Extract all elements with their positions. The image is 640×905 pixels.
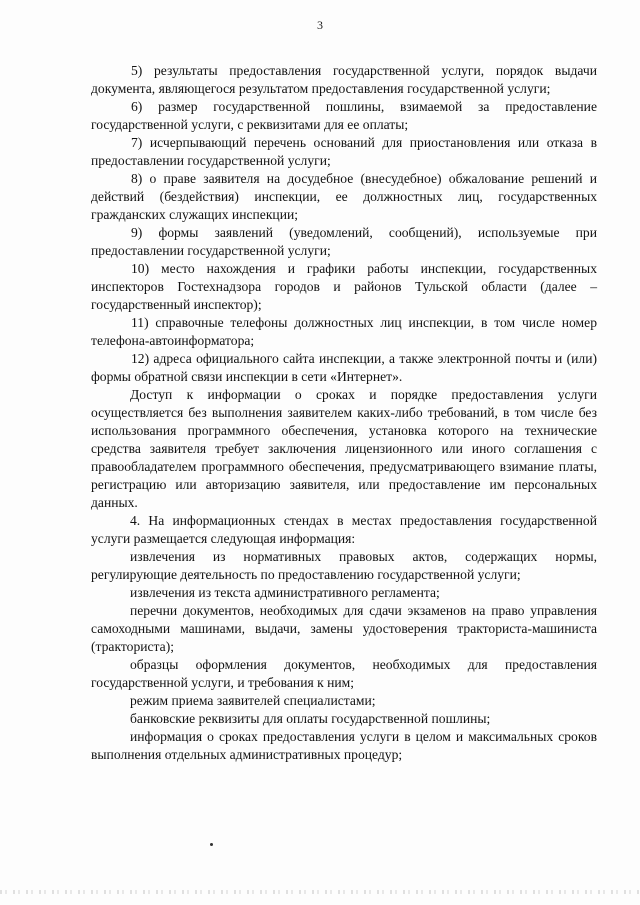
scan-speck bbox=[210, 843, 213, 846]
list-item-9: 9) формы заявлений (уведомлений, сообщений), используемые при предоставлении государственной услуги; bbox=[91, 225, 597, 258]
point-4-paragraph: 4. На информационных стендах в местах предоставления государственной услуги размещается следующая информация: bbox=[91, 513, 597, 546]
access-paragraph: Доступ к информации о сроках и порядке предоставления услуги осуществляется без выполнения заявителем каких-либо требований, в том числе без использования программного обеспечения, установка которого на технические средства заявителя требует заключения лицензионного или иного соглашения с правообладателем программного обеспечения, предусматривающего взимание платы, регистрацию или авторизацию заявителя, или предоставление им персональных данных. bbox=[91, 387, 597, 510]
stand-item-document-lists: перечни документов, необходимых для сдачи экзаменов на право управления самоходными машинами, выдачи, замены удостоверения тракториста-машиниста (тракториста); bbox=[91, 603, 597, 654]
stand-item-extracts-acts: извлечения из нормативных правовых актов, содержащих нормы, регулирующие деятельность по предоставлению государственной услуги; bbox=[91, 549, 597, 582]
stand-item-form-samples: образцы оформления документов, необходимых для предоставления государственной услуги, и требования к ним; bbox=[91, 657, 597, 690]
stand-item-bank-details: банковские реквизиты для оплаты государственной пошлины; bbox=[130, 711, 491, 726]
list-item-6: 6) размер государственной пошлины, взимаемой за предоставление государственной услуги, с реквизитами для ее оплаты; bbox=[91, 99, 597, 132]
stand-item-extracts-regulation: извлечения из текста административного регламента; bbox=[130, 585, 440, 600]
list-item-11: 11) справочные телефоны должностных лиц инспекции, в том числе номер телефона-автоинформатора; bbox=[91, 315, 597, 348]
list-item-7: 7) исчерпывающий перечень оснований для приостановления или отказа в предоставлении государственной услуги; bbox=[91, 135, 597, 168]
list-item-10: 10) место нахождения и графики работы инспекции, государственных инспекторов Гостехнадзора городов и районов Тульской области (далее – государственный инспектор); bbox=[91, 261, 597, 312]
list-item-5: 5) результаты предоставления государственной услуги, порядок выдачи документа, являющегося результатом предоставления государственной услуги; bbox=[91, 63, 597, 96]
list-item-8: 8) о праве заявителя на досудебное (внесудебное) обжалование решений и действий (бездействия) инспекции, ее должностных лиц, государственных гражданских служащих инспекции; bbox=[91, 171, 597, 222]
page-number: 3 bbox=[317, 18, 323, 32]
stand-item-deadlines: информация о сроках предоставления услуги в целом и максимальных сроков выполнения отдельных административных процедур; bbox=[91, 729, 597, 762]
list-item-12: 12) адреса официального сайта инспекции, а также электронной почты и (или) формы обратной связи инспекции в сети «Интернет». bbox=[91, 351, 597, 384]
scan-artifact-line bbox=[0, 890, 640, 894]
stand-item-reception-hours: режим приема заявителей специалистами; bbox=[130, 693, 376, 708]
document-body bbox=[91, 62, 597, 764]
